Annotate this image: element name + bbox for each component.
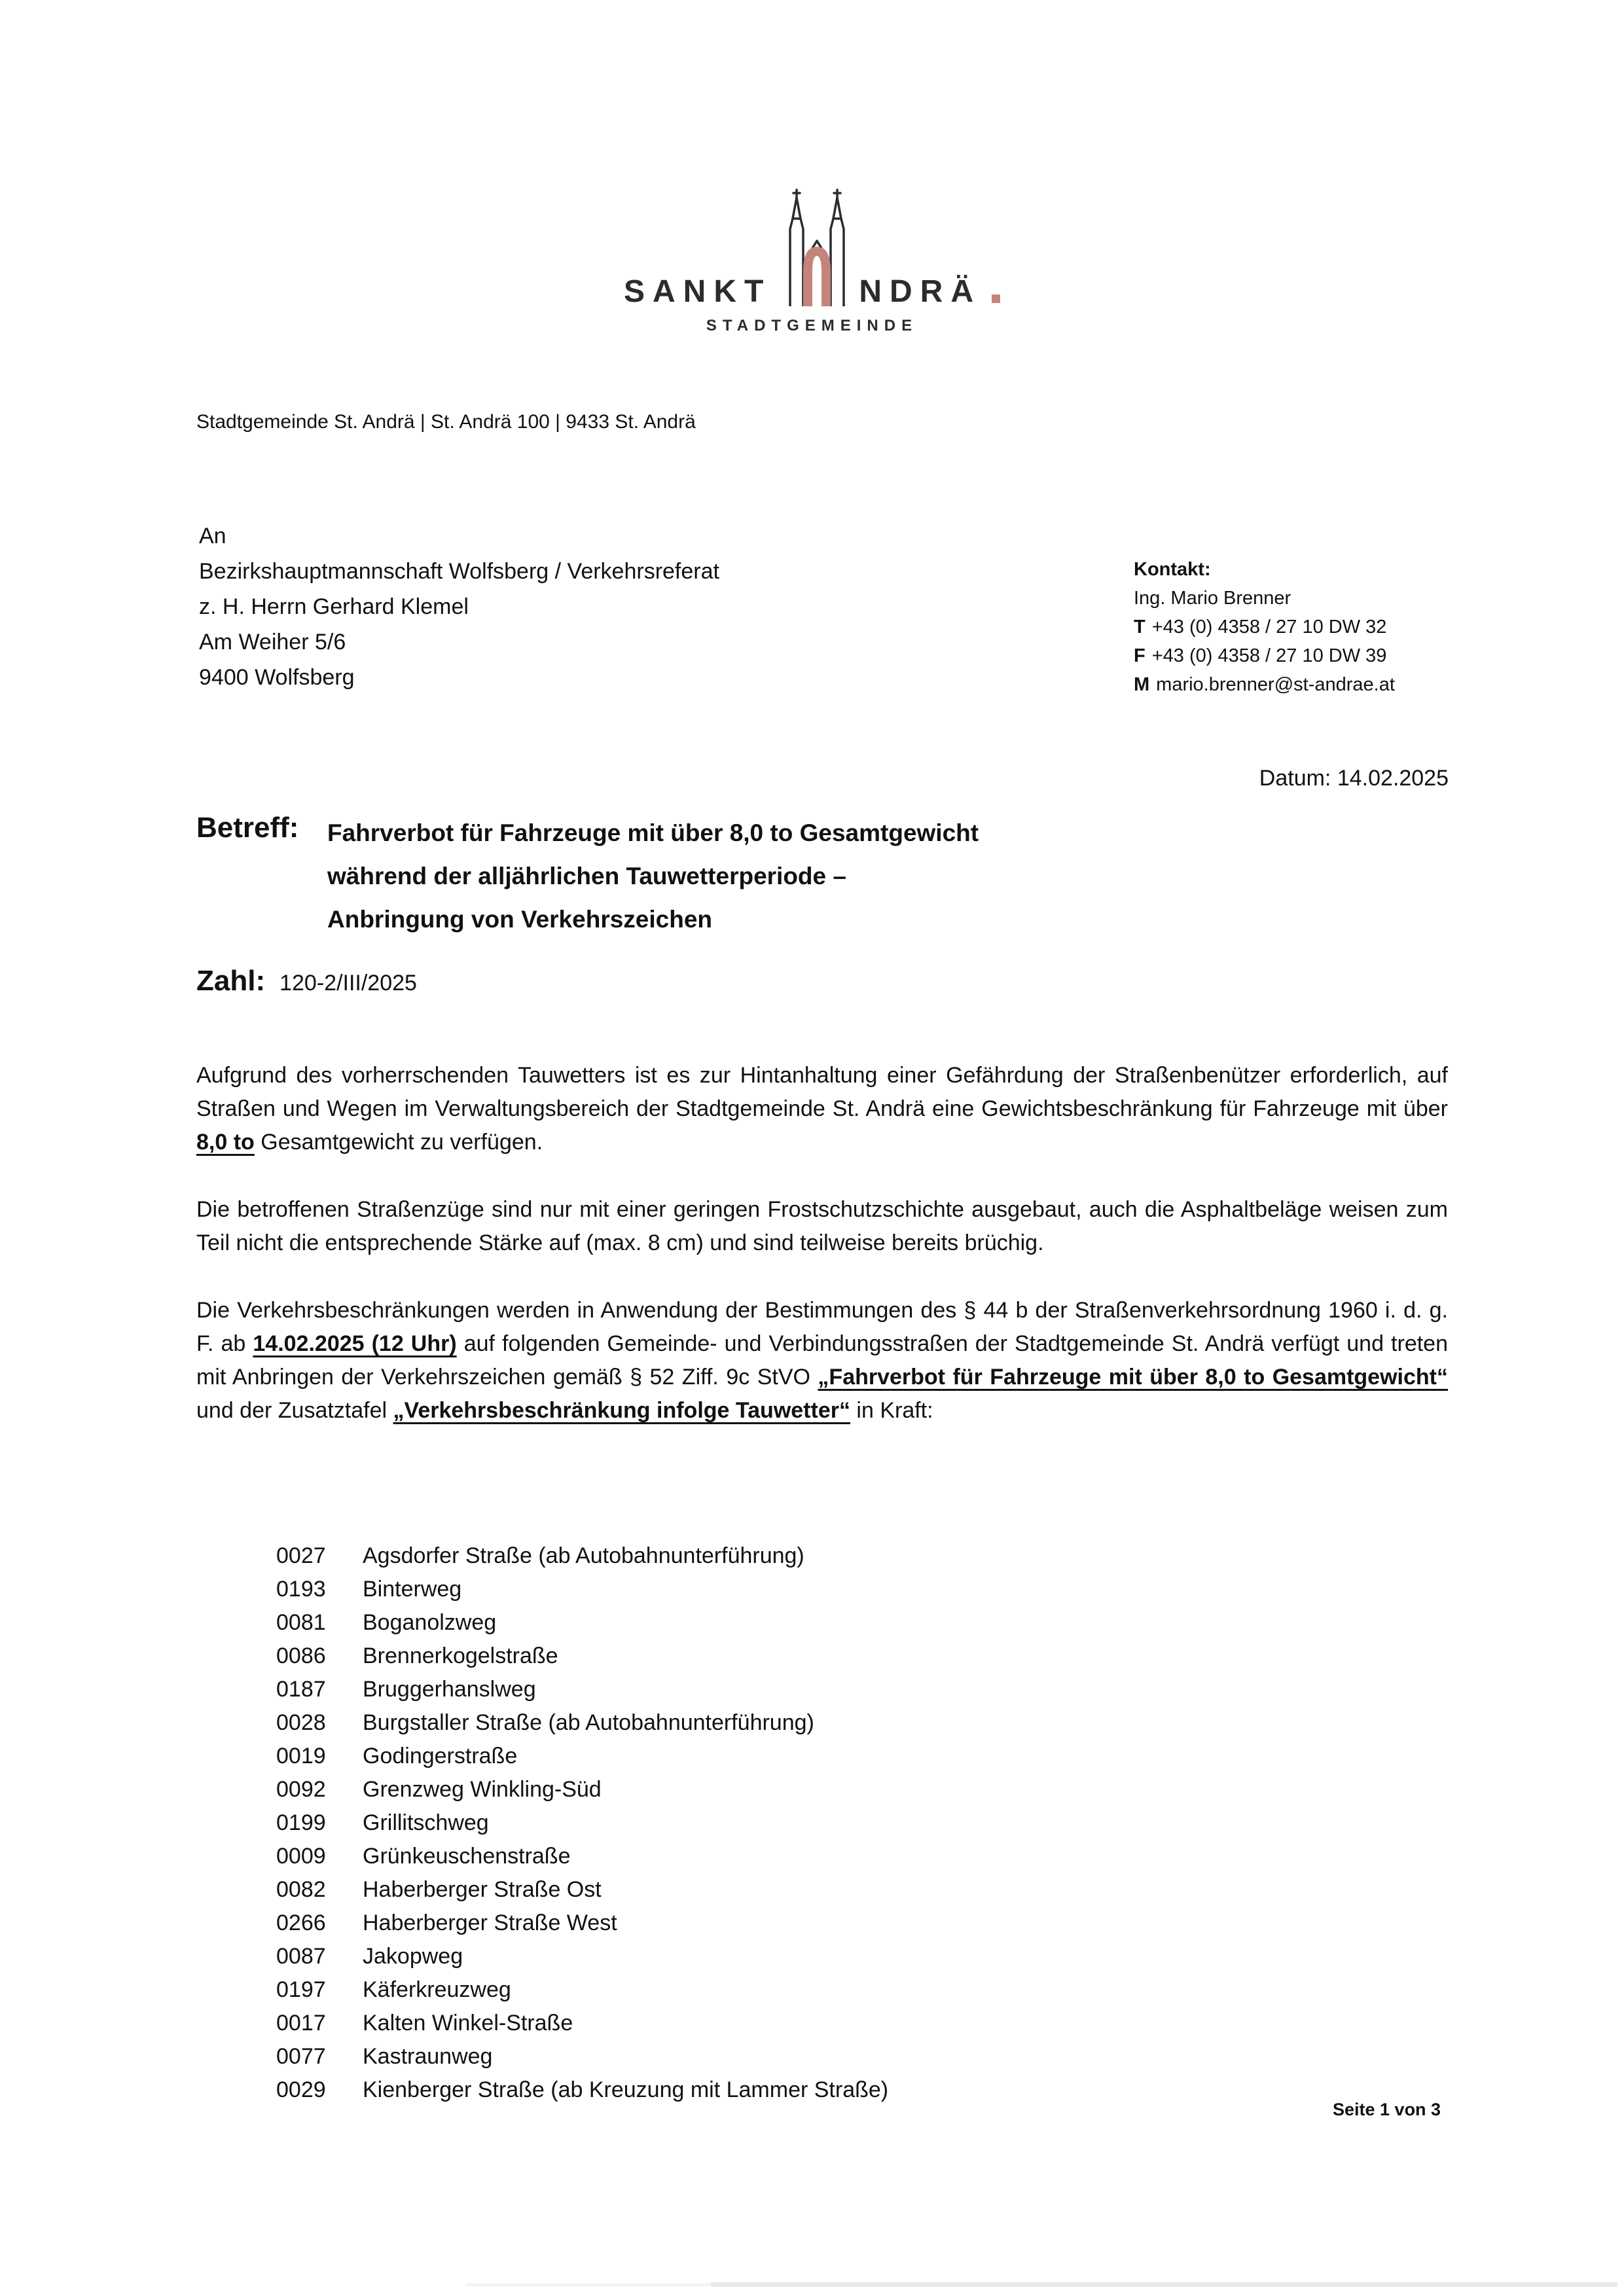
body-text	[196, 1059, 1448, 1462]
contact-fax	[1134, 641, 1395, 670]
street-name: Binterweg	[363, 1577, 462, 1602]
recipient-line: Bezirkshauptmannschaft Wolfsberg / Verkehrsreferat	[199, 559, 719, 584]
street-name: Bruggerhanslweg	[363, 1677, 536, 1702]
street-name: Kalten Winkel-Straße	[363, 2011, 573, 2036]
street-code: 0087	[276, 1944, 326, 1969]
contact-name: Ing. Mario Brenner	[1134, 588, 1291, 609]
logo-subtitle: STADTGEMEINDE	[706, 317, 918, 334]
street-name: Burgstaller Straße (ab Autobahnunterführung)	[363, 1710, 814, 1735]
street-code: 0081	[276, 1610, 326, 1635]
street-name: Haberberger Straße Ost	[363, 1877, 602, 1902]
street-code: 0266	[276, 1910, 326, 1935]
street-code: 0027	[276, 1543, 326, 1568]
scan-artifact-bar	[466, 2284, 711, 2286]
street-code: 0092	[276, 1777, 326, 1802]
reference-value: 120-2/III/2025	[280, 971, 417, 996]
street-name: Brennerkogelstraße	[363, 1643, 558, 1668]
street-row	[276, 2073, 888, 2107]
street-code: 0187	[276, 1677, 326, 1702]
street-name: Agsdorfer Straße (ab Autobahnunterführung)	[363, 1543, 804, 1568]
reference-block	[196, 965, 417, 997]
street-code: 0077	[276, 2044, 326, 2069]
emphasized-text: „Fahrverbot für Fahrzeuge mit über 8,0 to Gesamtgewicht“	[818, 1365, 1448, 1390]
street-row	[276, 1573, 888, 1606]
reference-label: Zahl:	[196, 965, 266, 997]
date-line	[1259, 766, 1449, 791]
body-paragraph	[196, 1193, 1448, 1260]
phone-value: +43 (0) 4358 / 27 10 DW 32	[1151, 617, 1387, 637]
plain-text: und der Zusatztafel	[196, 1398, 393, 1423]
street-code: 0009	[276, 1844, 326, 1869]
emphasized-text: 14.02.2025 (12 Uhr)	[253, 1331, 457, 1356]
street-row	[276, 1873, 888, 1907]
contact-heading: Kontakt:	[1134, 559, 1211, 580]
street-code: 0017	[276, 2011, 326, 2036]
street-code: 0197	[276, 1977, 326, 2002]
street-code: 0082	[276, 1877, 326, 1902]
street-row	[276, 1706, 888, 1740]
subject-line: während der alljährlichen Tauwetterperiode –	[327, 863, 846, 889]
street-name: Käferkreuzweg	[363, 1977, 511, 2002]
street-name: Grünkeuschenstraße	[363, 1844, 571, 1869]
recipient-line: z. H. Herrn Gerhard Klemel	[199, 594, 469, 619]
recipient-line: An	[199, 524, 226, 548]
street-code: 0019	[276, 1744, 326, 1768]
fax-value: +43 (0) 4358 / 27 10 DW 39	[1151, 645, 1387, 666]
fax-label: F	[1134, 645, 1146, 666]
contact-block	[1134, 555, 1395, 699]
street-row	[276, 2040, 888, 2073]
street-code: 0028	[276, 1710, 326, 1735]
street-row	[276, 1806, 888, 1840]
body-paragraph	[196, 1294, 1448, 1427]
recipient-line: 9400 Wolfsberg	[199, 665, 355, 690]
logo-wordmark	[624, 186, 1000, 309]
plain-text: Gesamtgewicht zu verfügen.	[254, 1130, 543, 1155]
logo-text-ndrae: NDRÄ	[859, 274, 981, 309]
street-name: Grillitschweg	[363, 1810, 489, 1835]
recipient-line: Am Weiher 5/6	[199, 630, 346, 655]
subject-block	[196, 812, 979, 941]
page-number: Seite 1 von 3	[1333, 2100, 1441, 2119]
subject-label: Betreff:	[196, 812, 299, 844]
street-name: Jakopweg	[363, 1944, 463, 1969]
street-row	[276, 1773, 888, 1806]
subject-line: Fahrverbot für Fahrzeuge mit über 8,0 to Gesamtgewicht	[327, 819, 979, 846]
subject-lines	[327, 812, 979, 941]
street-row	[276, 1973, 888, 2007]
street-code: 0029	[276, 2077, 326, 2102]
plain-text: Die betroffenen Straßenzüge sind nur mit einer geringen Frostschutzschichte ausgebaut, auch die Asphaltbeläge weisen zum Teil nicht die entsprechende Stärke auf (max. 8 cm) und sind teilweise bereits brüchig.	[196, 1197, 1448, 1255]
street-row	[276, 1673, 888, 1706]
subject-line: Anbringung von Verkehrszeichen	[327, 906, 713, 933]
plain-text: in Kraft:	[850, 1398, 933, 1423]
logo-dot	[992, 295, 1000, 303]
emphasized-text: 8,0 to	[196, 1130, 255, 1155]
street-name: Godingerstraße	[363, 1744, 518, 1768]
street-name: Grenzweg Winkling-Süd	[363, 1777, 602, 1802]
street-code: 0086	[276, 1643, 326, 1668]
street-list	[276, 1539, 888, 2107]
sender-line: Stadtgemeinde St. Andrä | St. Andrä 100 | 9433 St. Andrä	[196, 411, 696, 433]
contact-email	[1134, 670, 1395, 699]
plain-text: auf folgenden Gemeinde- und Verbindungsstraßen der Stadtgemeinde St. Andrä verfügt und treten mit Anbringen der Verkehrszeichen gemäß § 52 Ziff. 9c StVO	[196, 1331, 1448, 1390]
street-name: Kastraunweg	[363, 2044, 493, 2069]
date-value: 14.02.2025	[1337, 766, 1449, 791]
street-row	[276, 1840, 888, 1873]
date-label: Datum:	[1259, 766, 1331, 791]
body-paragraph	[196, 1059, 1448, 1159]
street-row	[276, 1907, 888, 1940]
street-row	[276, 1740, 888, 1773]
street-row	[276, 1940, 888, 1973]
street-code: 0199	[276, 1810, 326, 1835]
street-name: Boganolzweg	[363, 1610, 497, 1635]
email-value: mario.brenner@st-andrae.at	[1156, 674, 1395, 695]
phone-label: T	[1134, 617, 1146, 637]
street-name: Kienberger Straße (ab Kreuzung mit Lammer Straße)	[363, 2077, 889, 2102]
scan-artifact-bar	[710, 2282, 1617, 2287]
street-row	[276, 1640, 888, 1673]
street-name: Haberberger Straße West	[363, 1910, 617, 1935]
recipient-address	[199, 518, 719, 695]
street-code: 0193	[276, 1577, 326, 1602]
emphasized-text: „Verkehrsbeschränkung infolge Tauwetter“	[393, 1398, 850, 1423]
letterhead-logo	[0, 186, 1624, 335]
plain-text: Aufgrund des vorherrschenden Tauwetters ist es zur Hintanhaltung einer Gefährdung der Straßenbenützer erforderlich, auf Straßen und Wegen im Verwaltungsbereich der Stadtgemeinde St. Andrä eine Gewichtsbeschränkung für Fahrzeuge mit über	[196, 1063, 1448, 1121]
church-icon	[780, 186, 854, 306]
plain-text: Die Verkehrsbeschränkungen werden in Anwendung der Bestimmungen des § 44 b der Straßenverkehrsordnung 1960 i. d. g. F. ab	[196, 1298, 1448, 1356]
street-row	[276, 1539, 888, 1573]
email-label: M	[1134, 674, 1150, 695]
street-row	[276, 1606, 888, 1640]
street-row	[276, 2007, 888, 2040]
contact-phone	[1134, 613, 1395, 641]
logo-text-sankt: SANKT	[624, 274, 772, 309]
